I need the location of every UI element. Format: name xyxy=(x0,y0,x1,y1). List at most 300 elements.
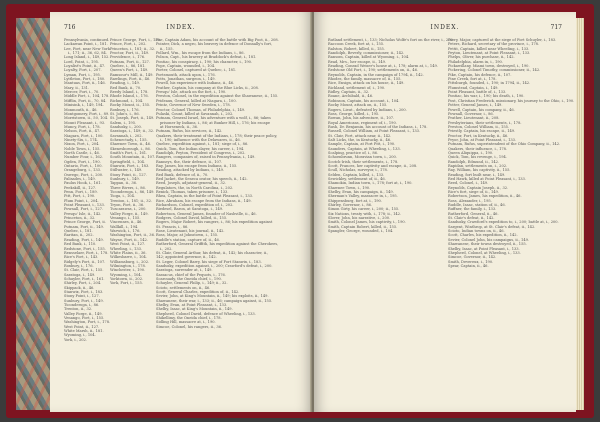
index-entry: Queen's Fort, i., 149. xyxy=(110,68,149,73)
index-entry: Rapidan, settlements on, i., 202. xyxy=(448,163,508,168)
index-entry: Shelby, Isaac, at King's Mountain, ii., 149. xyxy=(156,307,233,312)
index-entry: Raritan, ii., 202. xyxy=(64,233,94,238)
index-entry: Rensselaer, Fort, i., 178. xyxy=(64,250,109,255)
index-entry: Reynolds, Captain, in the campaign of 1794, ii., 142. xyxy=(328,72,424,77)
index-entry: Scarouady, the Oneida chief, i., 190. xyxy=(156,276,222,281)
index-entry: Wallkill, i., 194. xyxy=(110,224,139,229)
index-entry: Reynolds, Captain Joseph, ii., 32. xyxy=(448,185,509,190)
index-entry: Slover, John, his narrative, i., 200. xyxy=(328,216,391,221)
index-entry: Quakers, their treatment of the Indians, i., 178; their peace policy, xyxy=(156,133,278,138)
index-entry: Middle Fort, i., 104, 178. xyxy=(64,94,110,99)
index-entry: Valley Forge, ii., 149. xyxy=(110,211,149,216)
left-page-columns xyxy=(64,38,298,400)
index-entry: Mifflin, Fort, ii., 70, 84. xyxy=(64,98,107,103)
index-entry: Pollard, Wm., his escape from the Indians, i., 86. xyxy=(156,51,245,56)
index-entry: Wilmington, i., 178. xyxy=(110,263,146,268)
index-entry: Poe, Captain Adam, his account of the battle with Big Foot, ii., 208. xyxy=(156,38,279,42)
index-entry: White Plains, ii., 36. xyxy=(110,250,147,255)
index-entry: Shawanese, their war, i., 133; ii., 46; campaign against, ii., 155. xyxy=(156,298,273,303)
index-entry: Peyton, Lieutenant, at Point Pleasant, i., 133. xyxy=(448,51,531,56)
index-entry: Sunbury, Fort, i., 149. xyxy=(64,298,104,303)
index-entry: Putnam, Rufus, his services, ii., 142. xyxy=(156,129,223,134)
index-entry: at Horseneck, ii., 36. xyxy=(160,124,199,129)
index-entry: Skenesborough, i., 86. xyxy=(110,146,151,151)
index-entry: Rowan, John, his adventure, ii., 107. xyxy=(328,116,395,121)
index-entry: Wilkesbarre, i., 104. xyxy=(110,255,147,260)
index-entry: Smith, Colonel James, his captivity, i., 190. xyxy=(328,220,406,225)
index-entry: Pownall, Fort, i., 127. xyxy=(64,207,104,212)
marbled-edge xyxy=(16,18,52,410)
index-entry: Quick, Tom, the Indian slayer, his career, i., 194. xyxy=(156,146,245,151)
index-entry: West Point, ii., 127. xyxy=(64,324,100,329)
index-entry: Princeton, i., 181; ii., 32. xyxy=(110,46,156,51)
index-entry: Schenectady, i., 155. xyxy=(110,137,148,142)
index-entry: Portsmouth, attack upon, i., 176. xyxy=(156,72,216,77)
index-entry: Phelps, Oliver, his purchase, ii., 142. xyxy=(448,55,515,60)
left-page-number: 716 xyxy=(64,24,76,31)
left-page-header xyxy=(64,24,298,34)
index-entry: Preston, Colonel William, ii., 155. xyxy=(448,124,510,129)
right-page-header xyxy=(328,24,562,34)
index-entry: West Point, ii., 127. xyxy=(110,242,146,247)
index-entry: Shippensburg, fort at, i., 190. xyxy=(328,198,382,203)
index-entry: Lyman, Fort, i., 195. xyxy=(64,72,101,77)
index-entry: Robinson, Captain, his account, i., 104. xyxy=(328,98,400,103)
index-entry: Ross, George, killed, i., 195. xyxy=(328,111,380,116)
index-entry: Noble Town, i., 155. xyxy=(64,146,101,151)
index-entry: ii., 155. xyxy=(160,46,174,51)
index-entry: Shikellimy, the Oneida chief, i., 178. xyxy=(156,316,222,320)
index-entry: Peters, Richard, secretary of the province, i., 178. xyxy=(448,42,540,47)
index-entry: Reedy Island, i., 178. xyxy=(110,90,149,95)
index-entry: Randolph, Edmund, ii., 142. xyxy=(448,159,500,164)
index-entry: Pontiac, his conspiracy, i., 190; his character, i., 190. xyxy=(156,59,253,64)
index-entry: Rhea, Captain, in the battle of Point Pleasant, i., 133. xyxy=(156,194,254,199)
index-entry: Rogers, Major Robert, his rangers, i., 86; his expedition against xyxy=(156,220,273,225)
index-entry: Presqu' Isle, attack on the fort, i., 190. xyxy=(156,90,227,95)
index-entry: Shelby, Isaac, at Point Pleasant, i., 133. xyxy=(448,246,520,251)
index-entry: Loyalty, Fort, i., 207. xyxy=(64,68,102,73)
index-entry: Long Island, i., 149, 152. xyxy=(64,55,110,60)
index-entry: Roxbury, i., 176. xyxy=(64,263,94,268)
index-entry: Potts, Jonathan, surgeon, i., 149. xyxy=(156,77,216,82)
index-entry: Nixon, Fort, i., 204. xyxy=(64,142,100,147)
index-entry: Wheeling, i., 133. xyxy=(110,246,143,251)
index-entry: Niagara, Fort, i., 100. xyxy=(64,133,104,138)
left-page xyxy=(50,12,312,412)
index-entry: Rocky Mount, attack on, ii., 155. xyxy=(328,103,388,108)
index-entry: Stony Point, ii., 127. xyxy=(110,172,147,177)
index-entry: Redstone, Fort, i., 155. xyxy=(64,246,106,251)
index-entry: Lee, Fort, near New York xyxy=(64,46,110,51)
index-entry: Pickering, Colonel Timothy, commissioner, ii., 142. xyxy=(448,68,541,73)
index-entry: Point Pleasant, i., 133. xyxy=(64,203,105,208)
index-entry: Renick, Thomas, taken prisoner, i., 133. xyxy=(156,190,229,195)
index-entry: Sunbury, i., 149. xyxy=(110,177,140,181)
index-entry: Springfield, i., 104. xyxy=(110,159,146,164)
index-entry: Simon Girty, his career, i., 200; ii., 155. xyxy=(328,207,400,212)
index-entry: Priestly, Captain, his escape, ii., 149. xyxy=(448,129,516,134)
index-entry: Pennsylvania, continued. xyxy=(64,38,110,42)
index-entry: Redstone Old Fort, i., 190; settlements on, ii., 46. xyxy=(328,68,419,73)
index-entry: Tryon, Fort, ii., 36. xyxy=(110,203,145,208)
index-entry: Shepherd, Colonel, at Wheeling, i., 133. xyxy=(448,250,521,255)
index-entry: Pike, Captain, his defence, ii., 107. xyxy=(448,72,512,77)
index-entry: Sargent, Winthrop, at St. Clair's defeat, ii., 142. xyxy=(448,224,536,229)
index-entry: Saratoga, surrender at, i., 149. xyxy=(156,268,213,273)
index-entry: Ray, James, his escape from Indians, ii., 155. xyxy=(156,163,238,168)
index-entry: Scalping, practice of, i., 86. xyxy=(328,150,379,155)
index-entry: 142; appointed governor, ii., 142. xyxy=(156,255,217,260)
index-entry: Prince George, Fort, i., 150. xyxy=(110,38,161,42)
index-entry: Prather, Captain, his company at the Blue Licks, ii., 208. xyxy=(156,85,259,90)
index-entry: Ridley, Captain, ii., 32. xyxy=(328,90,370,95)
index-entry: Sandusky, expedition against, i., 200; Crawford's defeat, i., 200. xyxy=(156,263,273,268)
index-entry: Lyttleton, Fort, i., 180. xyxy=(64,77,106,82)
index-entry: Prather, Lieutenant, ii., 208. xyxy=(448,116,500,121)
right-page-title: INDEX. xyxy=(430,24,460,31)
index-entry: Queen Aliquippa, i., 190. xyxy=(448,150,494,155)
index-entry: Robertson, James, his expedition, ii., 46. xyxy=(448,194,522,199)
index-entry: Stillwater, i., 149. xyxy=(110,168,143,173)
index-entry: Washington, Fort, i., 178. xyxy=(64,320,111,325)
index-entry: Tappan, ii., 36. xyxy=(110,181,138,186)
left-index-column xyxy=(110,38,161,400)
index-entry: Paulus Hook, i., 161. xyxy=(64,181,102,186)
index-entry: Vincennes, ii., 46. xyxy=(110,220,143,225)
index-entry: Quebec, i., 86, 181. xyxy=(110,64,146,69)
index-entry: Shawnee Town, i., 190. xyxy=(328,185,371,190)
index-entry: St. Joseph, Fort, ii., 149. xyxy=(110,116,155,121)
index-entry: Schuyler, General Philip, i., 149; ii., 32. xyxy=(156,281,228,286)
index-entry: prisoner by Indians, i., 86; at Bunker Hill, i., 176; his escape xyxy=(160,120,271,125)
index-entry: Richardson, Colonel, expedition of, i., 202. xyxy=(156,203,234,208)
index-entry: Rodgers, Colonel David, killed, ii., 155. xyxy=(156,216,228,221)
index-entry: Yorktown, ii., 202. xyxy=(110,276,144,281)
index-entry: Penn, Fort, i., 189. xyxy=(64,190,98,195)
index-entry: Sherman's Valley, massacre in, i., 195. xyxy=(328,194,398,199)
index-entry: Scott, Frances, her captivity and escape, ii., 208. xyxy=(328,163,418,168)
index-entry: Ticonderoga, i., 86, 149. xyxy=(110,190,155,195)
index-entry: Ontario, Fort, i., 100. xyxy=(64,163,103,168)
index-entry: Orangeburg, i., 133. xyxy=(64,168,102,173)
index-entry: Providence, i., 176. xyxy=(110,55,146,60)
index-entry: Quebec, i., 181. xyxy=(64,229,93,234)
index-entry: Putnam, Fort, ii., 149. xyxy=(64,224,104,229)
index-entry: Powell, his experience with Indians, ii., 46. xyxy=(156,81,235,86)
index-entry: Scott, General Charles, expedition of, ii., 142. xyxy=(156,289,240,294)
index-entry: Nelson, Fort, ii., 47. xyxy=(64,129,101,134)
index-entry: Wyoming, i., 104. xyxy=(110,272,142,277)
index-entry: Rutherford, General, ii., 46. xyxy=(448,211,499,216)
index-entry: Reading, fort built near, i., 149. xyxy=(448,172,506,177)
index-entry: Winchester, i., 190. xyxy=(110,268,146,273)
index-entry: Sample, Captain, at Fort Pitt, i., 190. xyxy=(328,142,396,147)
index-entry: Richland, settlement of, i., 190. xyxy=(328,85,386,90)
index-entry: Polson, Capt., his bravery at Braddock's defeat, i., 181. xyxy=(156,55,257,60)
index-entry: Saratoga, i., 149. xyxy=(64,272,96,277)
index-entry: Randolph, Peyton, President of Congress, i., 202. xyxy=(156,150,246,155)
index-entry: Smith, Devereux, i., 190. xyxy=(448,259,494,264)
index-entry: Perry, Major, captured at the siege of Fort Schuyler, i., 183. xyxy=(448,38,557,42)
index-entry: Reading, attacked by Indians, i., 149. xyxy=(156,168,225,173)
index-entry: Potter, General James, i., 149. xyxy=(448,103,503,108)
index-entry: Spear, Captain, ii., 46. xyxy=(448,263,489,268)
index-entry: Mantuas, Fort, ii., 146. xyxy=(64,81,106,86)
index-entry: Smith, Captain Robert, killed, ii., 155. xyxy=(328,224,398,229)
index-entry: Rogers, Lieut., defeated by Indians, i., 200. xyxy=(328,107,407,112)
index-entry: Sandusky, i., 200. xyxy=(110,124,142,129)
index-entry: Stanwix, Fort, i., 183. xyxy=(64,289,104,294)
index-entry: Three Rivers, i., 86. xyxy=(110,185,146,190)
index-entry: Lackawan Point, i., 181. xyxy=(64,42,108,47)
index-entry: Prince, Fort, i., 202. xyxy=(110,42,147,47)
index-entry: Prideaux, General, killed at Niagara, i., 100. xyxy=(156,98,237,103)
left-index-column xyxy=(64,38,111,400)
index-entry: Sandusky, Crawford's expedition to, i., 200; battle at, i., 200. xyxy=(448,220,559,225)
index-entry: Selden, Captain, killed, i., 133. xyxy=(328,172,385,177)
index-entry: St. Clair, General Arthur, his defeat, ii., 142; his character, ii., xyxy=(156,250,269,255)
index-entry: Number Four, i., 162. xyxy=(64,155,104,160)
index-entry: i., 190; influence with the Delawares, ii., 46. xyxy=(160,137,241,142)
index-entry: Pittsburgh, founded, i., 190; in 1794, ii., 142. xyxy=(448,81,531,86)
index-entry: Pope, Captain, wounded, i., 104. xyxy=(156,64,216,69)
index-entry: Palisades, i., 149. xyxy=(64,177,96,181)
index-entry: Mercer, Fort, i., 70. xyxy=(64,90,100,95)
index-entry: North Castle, i., 46. xyxy=(64,150,100,155)
index-entry: Stony Point, i., 127. xyxy=(64,294,100,299)
index-entry: Stanwix, Fort, i., 183. xyxy=(110,163,150,168)
index-entry: Raccoon Creek, fort at, i., 155. xyxy=(328,42,385,47)
open-book xyxy=(6,4,594,418)
index-entry: Venango, i., 155. xyxy=(110,216,141,221)
index-entry: Putnam, Rufus, superintendent of the Ohio Company, ii., 142. xyxy=(448,142,561,147)
index-entry: Muncy, Fort, i., 178. xyxy=(64,124,101,129)
index-entry: Scioto, Indian towns on, ii., 46. xyxy=(448,229,505,234)
index-entry: Pickawillany, Miami town, destroyed, i., 190. xyxy=(448,64,530,69)
index-entry: Roxbury, i., 176. xyxy=(110,107,140,112)
index-entry: Ranneys, the, their defence, ii., 107. xyxy=(156,159,223,164)
index-entry: Roane, Archibald, ii., 46. xyxy=(328,94,374,99)
index-entry: Rhode Island, i., 176. xyxy=(110,94,149,99)
index-entry: Mount Pleasant, i., 93. xyxy=(64,120,106,125)
index-entry: Plumstead, Captain, i., 149. xyxy=(448,85,499,90)
index-entry: Reed, Joseph, adjutant-general, ii., 32. xyxy=(156,181,227,186)
right-index-column xyxy=(328,38,454,400)
index-entry: Pine Creek, fort at, i., 178. xyxy=(448,77,497,82)
index-entry: Wyoming, i., 104. xyxy=(64,333,96,338)
right-page xyxy=(314,12,576,412)
index-entry: Trenton, i., 181; ii., 32. xyxy=(110,198,152,203)
index-entry: Proctor, Fort, in Kentucky, ii., 46. xyxy=(448,133,509,138)
index-entry: Read, Mrs., her escape, ii., 149. xyxy=(328,59,387,64)
index-entry: Powell, Captain, his company, ii., 46. xyxy=(448,107,515,112)
index-entry: Ross, Major, at Johnstown, i., 155. xyxy=(156,233,219,238)
index-entry: York, Fort, i., 155. xyxy=(110,281,143,286)
index-entry: i., 171; ii., 36, 62, 84. xyxy=(68,51,107,56)
index-entry: Pointer, Dick, a negro, his bravery in defence of Donnally's fort, xyxy=(156,42,273,47)
index-entry: Washington, Fort, ii., 36. xyxy=(110,233,156,238)
index-entry: Pryor, John, at Point Pleasant, i., 133. xyxy=(448,137,517,142)
index-entry: Sidling Hill, massacre at, i., 190. xyxy=(156,320,216,325)
index-entry: Tuscarawas, i., 200. xyxy=(110,207,147,212)
index-entry: Quakers, their influence, i., 178. xyxy=(448,146,508,151)
index-entry: Rice, Abraham, his escape from the Indians, ii., 149. xyxy=(156,198,252,203)
index-entry: St. Francis, i., 86. xyxy=(156,224,189,229)
right-page-columns xyxy=(328,38,575,400)
index-entry: Simcoe, Colonel, his rangers, ii., 36. xyxy=(156,324,223,329)
index-entry: Regulators, the, in North Carolina, i., 202. xyxy=(156,185,234,190)
index-entry: Pontiac, his war, i., 190; his death, i., 190. xyxy=(448,94,525,99)
index-entry: Putnam, General Israel, his adventure with a wolf, i., 86; taken xyxy=(156,116,271,121)
index-entry: St. Clair, Fort, i., 155. xyxy=(64,268,104,273)
index-entry: Sassacus, chief of the Pequots, i., 176. xyxy=(156,272,226,277)
index-entry: Minisink, i., 149, 194. xyxy=(64,103,104,108)
index-entry: Shirley, Fort, i., 204. xyxy=(64,281,102,286)
index-entry: Rice's Fort, i., 143. xyxy=(64,255,99,260)
index-entry: Valley Forge, ii., 149. xyxy=(64,311,103,316)
index-entry: Smith's Fort, i., 161. xyxy=(110,150,148,155)
index-entry: Saunders, Captain, at Wheeling, i., 133. xyxy=(328,146,401,151)
index-entry: Salt Licks, the, in Kentucky, ii., 46. xyxy=(328,137,392,142)
index-entry: Sevier, Colonel John, his campaigns, ii., 149. xyxy=(448,237,530,242)
index-entry: Ray, William, his captivity, ii., 155. xyxy=(448,168,511,173)
index-entry: Rice, Ensign, attack on his house, ii., 149. xyxy=(328,81,405,86)
index-entry: Randolph, Beverly, commissioner, ii., 142. xyxy=(328,51,405,56)
index-entry: Venango, Fort, i., 155. xyxy=(64,316,105,320)
index-entry: Red Jacket, the Seneca orator, his speech, ii., 142. xyxy=(156,177,248,181)
index-entry: Warwick, i., 176. xyxy=(110,229,141,234)
index-entry: Ruffner, the family, i., 133. xyxy=(448,207,497,212)
index-entry: Princeton, ii., 32. xyxy=(64,216,96,221)
index-entry: Salem, i., 195. xyxy=(110,120,137,125)
right-index-column xyxy=(448,38,575,400)
index-entry: Ross, Alexander, i., 195. xyxy=(448,198,492,203)
index-entry: Schuyler, Fort, i., 161. xyxy=(64,276,105,281)
index-entry: Red Bank, defence of, ii., 70. xyxy=(156,172,209,177)
index-entry: Shepherd, Colonel David, defence of Wheeling, i., 133. xyxy=(156,311,256,316)
index-entry: Point Pleasant, battle of, i., 133. xyxy=(448,90,507,95)
index-entry: Rhodes, the family, massacre of, ii., 155. xyxy=(328,77,402,82)
index-entry: Red Hawk, killed at Point Pleasant, i., 133. xyxy=(448,177,526,181)
index-entry: York, i., 202. xyxy=(64,337,87,342)
index-entry: Putnam, Fort, ii., 127. xyxy=(110,59,150,64)
index-entry: Ruddle's station, capture of, ii., 46. xyxy=(156,237,220,242)
index-entry: Schoenbrunn, Moravian town, i., 200. xyxy=(328,155,397,160)
index-entry: Ridgely's Fort, ii., 107. xyxy=(64,259,106,264)
index-entry: Pettit, Captain, killed near Wheeling, i., 133. xyxy=(448,46,530,51)
index-entry: Royal Americans, regiment of, i., 190. xyxy=(328,120,397,125)
index-entry: Wayne, Fort, ii., 142. xyxy=(110,237,148,242)
index-entry: Scott, Charles, his expedition, ii., 142. xyxy=(448,233,518,238)
index-entry: Shamokin, Indian town, i., 178; fort at, i., 190. xyxy=(328,181,413,186)
index-entry: Saratoga, i., 149; ii., 32. xyxy=(110,129,155,134)
index-entry: Loyalist's Point, ii., 47. xyxy=(64,64,106,69)
index-entry: Presqu' Isle, ii., 142. xyxy=(64,211,102,216)
index-entry: Rutherford, General Griffith, his expedition against the Cherokees, xyxy=(156,242,279,247)
index-entry: Rose, Lieutenant, his journal, ii., 142. xyxy=(156,229,225,234)
index-entry: St. Clair, Fort, attack near, ii., 142. xyxy=(328,133,392,138)
index-entry: South Mountain, ii., 107. xyxy=(110,155,156,160)
index-entry: Rush, Dr. Benjamin, his account of the Indians, i., 178. xyxy=(328,124,428,129)
index-entry: Monmouth, ii., 46. xyxy=(64,107,98,112)
index-entry: Ticonderoga, i., 86. xyxy=(64,302,100,307)
index-entry: White Marsh, ii., 181. xyxy=(64,329,104,334)
index-entry: Oswego, Fort, i., 200. xyxy=(64,172,104,177)
index-entry: Pitt, Fort, i., 190. xyxy=(64,194,96,199)
index-entry: Quick, Tom, his revenge, i., 194. xyxy=(448,155,507,160)
index-entry: Russell, Colonel William, at Point Pleasant, i., 133. xyxy=(328,129,421,134)
index-entry: Rice's fort, siege of, ii., 149. xyxy=(448,190,499,195)
index-entry: Ransom, Captain, killed at Wyoming, i., 104. xyxy=(328,55,410,60)
index-entry: Shawanese, their towns destroyed, ii., 155. xyxy=(448,242,527,247)
index-entry: Proctor, Fort, ii., 149. xyxy=(110,51,150,56)
index-entry: Scotch-Irish, their settlements, i., 178. xyxy=(328,159,399,164)
index-entry: St. John's, i., 86. xyxy=(110,111,140,116)
index-entry: Pownall, Governor, i., 86. xyxy=(448,111,494,116)
index-entry: Prince George, Fort, ii. xyxy=(64,220,106,225)
index-entry: Post, Christian Frederick, missionary, his journey to the Ohio, i., 190. xyxy=(448,98,575,103)
index-entry: i., 202. xyxy=(160,246,173,251)
index-entry: Reading, Conrad Weiser's house at, i., 178; alarm at, i., 149. xyxy=(328,64,438,69)
index-entry: St. Leger, Colonel Barry, his siege of Fort Stanwix, i., 183. xyxy=(156,259,262,264)
index-entry: Philadelphia, alarm in, i., 190. xyxy=(448,59,503,64)
index-entry: Rutland settlement, i., 133; Nicholas Wolfe's fort on the river, i., 202. xyxy=(328,38,454,42)
index-entry: Quebec, expedition against, i., 181; siege of, i., 86. xyxy=(156,142,249,147)
index-entry: Riedesel, Baron, at Saratoga, i., 149. xyxy=(156,207,224,212)
index-entry: Reading, Fort, i., 149. xyxy=(64,237,104,242)
index-entry: Ramsour's Mill, ii., 149. xyxy=(110,72,154,77)
index-entry: Savannah, i., 202. xyxy=(110,133,143,138)
index-entry: Trenton, ii., 32. xyxy=(64,307,93,312)
index-entry: Reed, Colonel, i., 149. xyxy=(448,181,489,186)
index-entry: Porter, Colonel, captured at Quebec, i., 181. xyxy=(156,68,237,73)
index-entry: Scull, Nicholas, surveyor, i., 178. xyxy=(328,168,388,173)
index-entry: Montgomery, Fort, i., 89. xyxy=(64,111,110,116)
index-entry: Robertson, General James, founder of Nashville, ii., 46. xyxy=(156,211,257,216)
index-entry: St. Clair's defeat, ii., 142. xyxy=(448,216,495,221)
index-entry: Sevier, John, at King's Mountain, ii., 149; his exploits, ii., 149. xyxy=(156,294,269,299)
index-entry: Morristown, ii., 50, 104. xyxy=(64,116,109,121)
index-entry: Red Bank, i., 110. xyxy=(64,242,97,247)
left-page-title: INDEX. xyxy=(166,24,196,31)
index-entry: Ogden, Fort, i., 190. xyxy=(64,159,101,164)
index-entry: Scioto, settlements on, ii., 46. xyxy=(156,285,211,290)
index-entry: Mary, ii., 131. xyxy=(64,85,90,90)
index-entry: Rangers, companies of, raised in Pennsylvania, i., 149. xyxy=(156,155,256,160)
index-entry: Plum Point, i., 204. xyxy=(64,198,99,203)
index-entry: Simcoe, Governor, ii., 142. xyxy=(448,255,497,260)
index-entry: Shirley, Governor, i., 86. xyxy=(328,203,373,208)
index-entry: Spangler, George, wounded, i., 104. xyxy=(328,229,394,234)
left-index-column xyxy=(156,38,298,400)
index-entry: Rocky Mount, ii., 155. xyxy=(110,103,151,108)
index-entry: Shelby, Evan, his campaign, ii., 149. xyxy=(328,190,394,195)
index-entry: Six Nations, treaty with, i., 178; ii., 142. xyxy=(328,211,402,216)
index-entry: Skippack, ii., 46. xyxy=(64,285,95,290)
index-entry: Ruddle, Isaac, station of, ii., 46. xyxy=(448,203,506,208)
index-entry: Preston, Colonel, in the expedition against the Shawanese, ii., 155. xyxy=(156,94,279,99)
index-entry: Shawnee Town, ii., 46. xyxy=(110,142,152,147)
index-entry: Pulaski, Count, killed at Savannah, i., 202. xyxy=(156,111,234,116)
index-entry: Printz, Governor of New Sweden, i., 178. xyxy=(156,103,231,108)
index-entry: Red Bank, ii., 70. xyxy=(110,85,142,90)
index-entry: Ralston, Robert, killed, ii., 155. xyxy=(328,46,385,51)
index-entry: Williamsburg, i., 202. xyxy=(110,259,150,264)
index-entry: Reading, i., 149. xyxy=(110,81,140,86)
index-entry: Richmond, i., 104. xyxy=(110,98,144,103)
index-entry: Peekskill, ii., 127. xyxy=(64,185,97,190)
